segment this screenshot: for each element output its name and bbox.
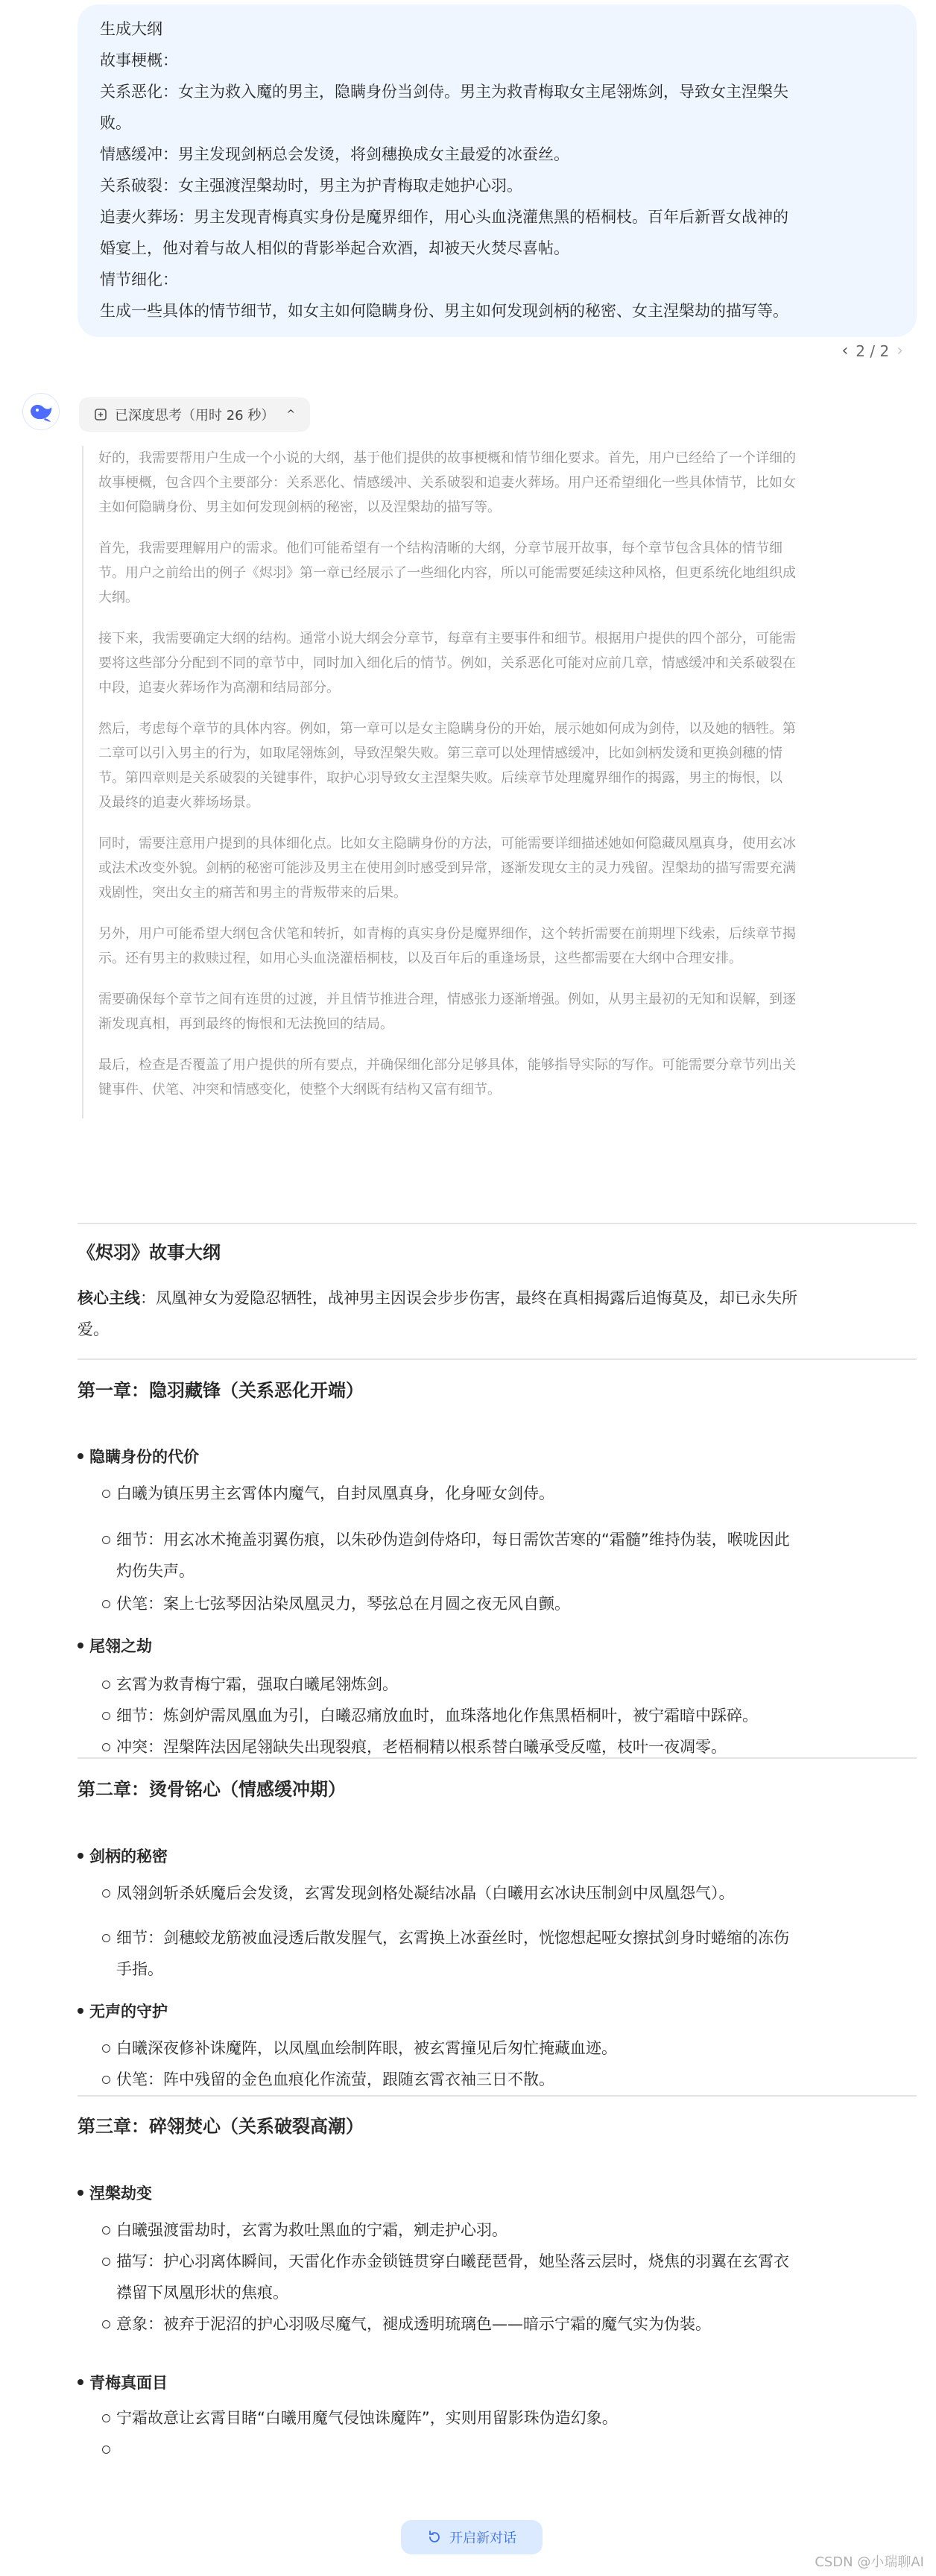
prev-response-button[interactable]: ‹	[841, 341, 849, 360]
outline-item	[116, 1922, 909, 1985]
section-title: 青梅真面目	[89, 2371, 168, 2393]
thinking-paragraph	[98, 922, 909, 971]
thinking-paragraph	[98, 717, 909, 815]
section-title: 剑柄的秘密	[89, 1845, 168, 1867]
mainline-text: ：凤凰神女为爱隐忍牺牲，战神男主因误会步步伤害，最终在真相揭露后追悔莫及，却已永失所	[140, 1289, 797, 1307]
outline-item-line: 凤翎剑斩杀妖魔后会发烫，玄霄发现剑格处凝结冰晶（白曦用玄冰诀压制剑中凤凰怨气）。	[116, 1884, 735, 1902]
outline-item-line: 白曦为镇压男主玄霄体内魔气，自封凤凰真身，化身哑女剑侍。	[116, 1484, 554, 1502]
thinking-line: 另外，用户可能希望大纲包含伏笔和转折，如青梅的真实身份是魔界细作，这个转折需要在前期埋下线索，后续章节揭	[98, 926, 796, 942]
user-message-line: 追妻火葬场：男主发现青梅真实身份是魔界细作，用心头血浇灌焦黑的梧桐枝。百年后新晋女战神的	[100, 208, 788, 226]
thinking-paragraph	[98, 987, 909, 1036]
thinking-line: 首先，我需要理解用户的需求。他们可能希望有一个结构清晰的大纲，分章节展开故事，每个章节包含具体的情节细	[98, 541, 782, 556]
watermark: CSDN @小瑞聊AI	[815, 2554, 924, 2570]
thinking-block	[82, 446, 909, 1118]
thinking-line: 渐发现真相，再到最终的悔恨和无法挽回的结局。	[98, 1016, 393, 1032]
thinking-line: 二章可以引入男主的行为，如取尾翎炼剑，导致涅槃失败。第三章可以处理情感缓冲，比如剑柄发烫和更换剑穗的情	[98, 746, 782, 761]
outline-item-line: 意象：被弃于泥沼的护心羽吸尽魔气，褪成透明琉璃色——暗示宁霜的魔气实为伪装。	[116, 2315, 711, 2333]
thinking-paragraph	[98, 536, 909, 610]
outline-item	[116, 2402, 909, 2434]
deep-think-toggle[interactable]	[79, 397, 310, 432]
outline-item	[116, 2246, 909, 2308]
user-message-line: 婚宴上，他对着与故人相似的背影举起合欢酒，却被天火焚尽喜帖。	[100, 239, 569, 257]
new-chat-icon	[427, 2530, 442, 2545]
divider	[78, 1757, 917, 1759]
user-message-line: 败。	[100, 114, 131, 132]
outline-item-line: 伏笔：阵中残留的金色血痕化作流萤，跟随玄霄衣袖三日不散。	[116, 2070, 554, 2088]
outline-item-line: 白曦强渡雷劫时，玄霄为救吐黑血的宁霜，剜走护心羽。	[116, 2221, 507, 2239]
outline-item-line: 襟留下凤凰形状的焦痕。	[116, 2284, 288, 2302]
user-message-line: 关系恶化：女主为救入魔的男主，隐瞒身份当剑侍。男主为救青梅取女主尾翎炼剑，导致女主涅槃失	[100, 83, 788, 101]
outline-item-line: 描写：护心羽离体瞬间，天雷化作赤金锁链贯穿白曦琵琶骨，她坠落云层时，烧焦的羽翼在玄霄衣	[116, 2252, 789, 2270]
outline-title: 《烬羽》故事大纲	[78, 1242, 221, 1263]
next-response-button[interactable]: ›	[897, 341, 903, 360]
user-message-line: 生成大纲	[100, 20, 162, 38]
thinking-line: 好的，我需要帮用户生成一个小说的大纲，基于他们提供的故事梗概和情节细化要求。首先，用户已经给了一个详细的	[98, 450, 796, 466]
chapter-title: 第一章：隐羽藏锋（关系恶化开端）	[78, 1380, 364, 1401]
thinking-line: 然后，考虑每个章节的具体内容。例如，第一章可以是女主隐瞒身份的开始，展示她如何成为剑侍，以及她的牺牲。第	[98, 721, 796, 737]
user-message-line: 关系破裂：女主强渡涅槃劫时，男主为护青梅取走她护心羽。	[100, 177, 522, 195]
thinking-line: 要将这些部分分配到不同的章节中，同时加入细化后的情节。例如，关系恶化可能对应前几章，情感缓冲和关系破裂在	[98, 655, 796, 671]
outline-item	[116, 1478, 909, 1509]
new-chat-label: 开启新对话	[449, 2531, 516, 2546]
chapter-title: 第三章：碎翎焚心（关系破裂高潮）	[78, 2116, 364, 2137]
thinking-line: 示。还有男主的救赎过程，如用心头血浇灌梧桐枝，以及百年后的重逢场景，这些都需要在大纲中合理安排。	[98, 951, 742, 966]
mainline-text-end: 爱。	[78, 1320, 109, 1338]
thinking-paragraph	[98, 831, 909, 905]
new-chat-button[interactable]	[401, 2520, 543, 2554]
thinking-line: 接下来，我需要确定大纲的结构。通常小说大纲会分章节，每章有主要事件和细节。根据用户提供的四个部分，可能需	[98, 631, 796, 646]
mainline-label: 核心主线	[78, 1289, 140, 1307]
outline-item	[116, 2032, 909, 2064]
thinking-line: 键事件、伏笔、冲突和情感变化，使整个大纲既有结构又富有细节。	[98, 1082, 501, 1098]
user-message-line: 情节细化：	[100, 271, 178, 289]
outline-item-line: 细节：用玄冰术掩盖羽翼伤痕，以朱砂伪造剑侍烙印，每日需饮苦寒的“霜髓”维持伪装，喉咙因此	[116, 1531, 790, 1549]
outline-item	[116, 2064, 909, 2095]
pager-text: 2 / 2	[856, 341, 890, 360]
user-message-line: 生成一些具体的情节细节，如女主如何隐瞒身份、男主如何发现剑柄的秘密、女主涅槃劫的描写等。	[100, 302, 788, 320]
section-title: 无声的守护	[89, 2000, 168, 2022]
thinking-line: 或法术改变外貌。剑柄的秘密可能涉及男主在使用剑时感受到异常，逐渐发现女主的灵力残留。涅槃劫的描写需要充满	[98, 860, 796, 876]
outline-item-line: 细节：剑穗蛟龙筋被血浸透后散发腥气，玄霄换上冰蚕丝时，恍惚想起哑女擦拭剑身时蜷缩的冻伤	[116, 1929, 789, 1947]
thinking-line: 戏剧性，突出女主的痛苦和男主的背叛带来的后果。	[98, 885, 407, 901]
divider	[78, 2095, 917, 2097]
thinking-line: 及最终的追妻火葬场场景。	[98, 795, 259, 810]
outline-item-line: 细节：炼剑炉需凤凰血为引，白曦忍痛放血时，血珠落地化作焦黑梧桐叶，被宁霜暗中踩碎。	[116, 1707, 758, 1725]
outline-item-line: 宁霜故意让玄霄目睹“白曦用魔气侵蚀诛魔阵”，实则用留影珠伪造幻象。	[116, 2409, 618, 2427]
thinking-line: 大纲。	[98, 590, 139, 605]
assistant-avatar	[22, 393, 60, 430]
outline-item	[116, 1524, 909, 1587]
deep-think-label: 已深度思考（用时 26 秒）	[115, 408, 275, 423]
user-message-bubble	[78, 4, 917, 337]
thinking-line: 需要确保每个章节之间有连贯的过渡，并且情节推进合理，情感张力逐渐增强。例如，从男主最初的无知和误解，到逐	[98, 992, 796, 1007]
thinking-line: 主如何隐瞒身份、男主如何发现剑柄的秘密，以及涅槃劫的描写等。	[98, 500, 501, 515]
chapter-title: 第二章：烫骨铭心（情感缓冲期）	[78, 1779, 346, 1800]
divider	[78, 1358, 917, 1360]
thinking-line: 同时，需要注意用户提到的具体细化点。比如女主隐瞒身份的方法，可能需要详细描述她如何隐藏凤凰真身，使用玄冰	[98, 836, 796, 851]
outline-item	[116, 2308, 909, 2340]
outline-item	[116, 2214, 909, 2246]
thinking-line: 中段，追妻火葬场作为高潮和结局部分。	[98, 680, 340, 696]
section-title: 涅槃劫变	[89, 2182, 152, 2204]
thinking-paragraph	[98, 1053, 909, 1102]
divider	[78, 1223, 917, 1224]
outline-item-line: 冲突：涅槃阵法因尾翎缺失出现裂痕，老梧桐精以根系替白曦承受反噬，枝叶一夜凋零。	[116, 1738, 727, 1756]
section-title: 隐瞒身份的代价	[89, 1445, 199, 1467]
user-message-line: 故事梗概：	[100, 51, 178, 69]
chevron-up-icon: ^	[286, 409, 296, 421]
response-pager	[841, 341, 903, 360]
outline-item	[116, 1877, 909, 1909]
outline-item-line: 手指。	[116, 1960, 163, 1978]
thinking-paragraph	[98, 446, 909, 520]
thinking-line: 节。第四章则是关系破裂的关键事件，取护心羽导致女主涅槃失败。后续章节处理魔界细作的揭露，男主的悔恨，以	[98, 770, 782, 786]
outline-item-line: 灼伤失声。	[116, 1562, 195, 1580]
outline-item-line: 伏笔：案上七弦琴因沾染凤凰灵力，琴弦总在月圆之夜无风自颤。	[116, 1595, 570, 1613]
thinking-line: 节。用户之前给出的例子《烬羽》第一章已经展示了一些细化内容，所以可能需要延续这种风格，但更系统化地组织成	[98, 565, 796, 581]
thinking-line: 最后，检查是否覆盖了用户提供的所有要点，并确保细化部分足够具体，能够指导实际的写作。可能需要分章节列出关	[98, 1057, 796, 1073]
user-message-line: 情感缓冲：男主发现剑柄总会发烫，将剑穗换成女主最爱的冰蚕丝。	[100, 145, 569, 163]
deep-think-icon	[94, 408, 107, 421]
outline-item	[116, 1669, 909, 1700]
outline-item	[116, 1700, 909, 1731]
whale-logo-icon	[28, 400, 54, 423]
thinking-paragraph	[98, 626, 909, 700]
thinking-line: 故事梗概，包含四个主要部分：关系恶化、情感缓冲、关系破裂和追妻火葬场。用户还希望细化一些具体情节，比如女	[98, 475, 796, 491]
mainline	[78, 1282, 912, 1345]
outline-item	[116, 1588, 909, 1619]
section-title: 尾翎之劫	[89, 1634, 152, 1657]
outline-item-line: 玄霄为救青梅宁霜，强取白曦尾翎炼剑。	[116, 1675, 398, 1693]
outline-item-line: 白曦深夜修补诛魔阵，以凤凰血绘制阵眼，被玄霄撞见后匆忙掩藏血迹。	[116, 2039, 617, 2057]
